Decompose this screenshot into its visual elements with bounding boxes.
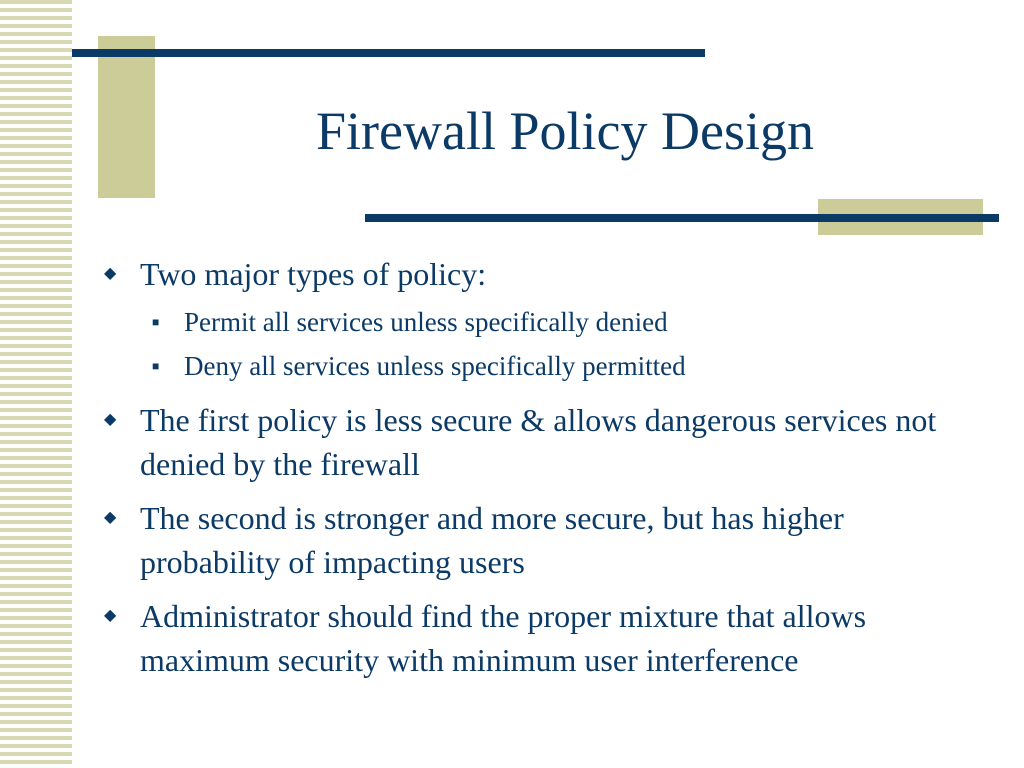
- slide-title: Firewall Policy Design: [316, 101, 814, 161]
- sub-bullet-text: Permit all services unless specifically denied: [184, 307, 668, 337]
- diamond-bullet-icon: ◆: [104, 607, 117, 624]
- striped-margin-decoration: [0, 0, 72, 768]
- diamond-bullet-icon: ◆: [104, 411, 117, 428]
- diamond-bullet-icon: ◆: [104, 265, 117, 282]
- slide-body: [104, 252, 984, 692]
- diamond-bullet-icon: ◆: [104, 509, 117, 526]
- bullet-text: Two major types of policy:: [140, 256, 487, 292]
- sub-bullet-text: Deny all services unless specifically permitted: [184, 351, 686, 381]
- bullet-text: Administrator should find the proper mixture that allows maximum security with minimum user interference: [140, 598, 867, 678]
- navy-rule-top: [72, 49, 705, 57]
- navy-rule-bottom: [365, 214, 999, 222]
- square-bullet-icon: ■: [152, 359, 160, 373]
- bullet-item: [104, 496, 984, 584]
- bullet-text: The first policy is less secure & allows dangerous services not denied by the firewall: [140, 402, 937, 482]
- bullet-item: [104, 252, 984, 296]
- bullet-item: [104, 398, 984, 486]
- sub-bullet-item: [104, 300, 984, 344]
- sub-bullet-list: [104, 300, 984, 388]
- square-bullet-icon: ■: [152, 315, 160, 329]
- sub-bullet-item: [104, 344, 984, 388]
- bullet-item: [104, 594, 984, 682]
- bullet-text: The second is stronger and more secure, but has higher probability of impacting users: [140, 500, 844, 580]
- tan-accent-block-top: [98, 36, 155, 198]
